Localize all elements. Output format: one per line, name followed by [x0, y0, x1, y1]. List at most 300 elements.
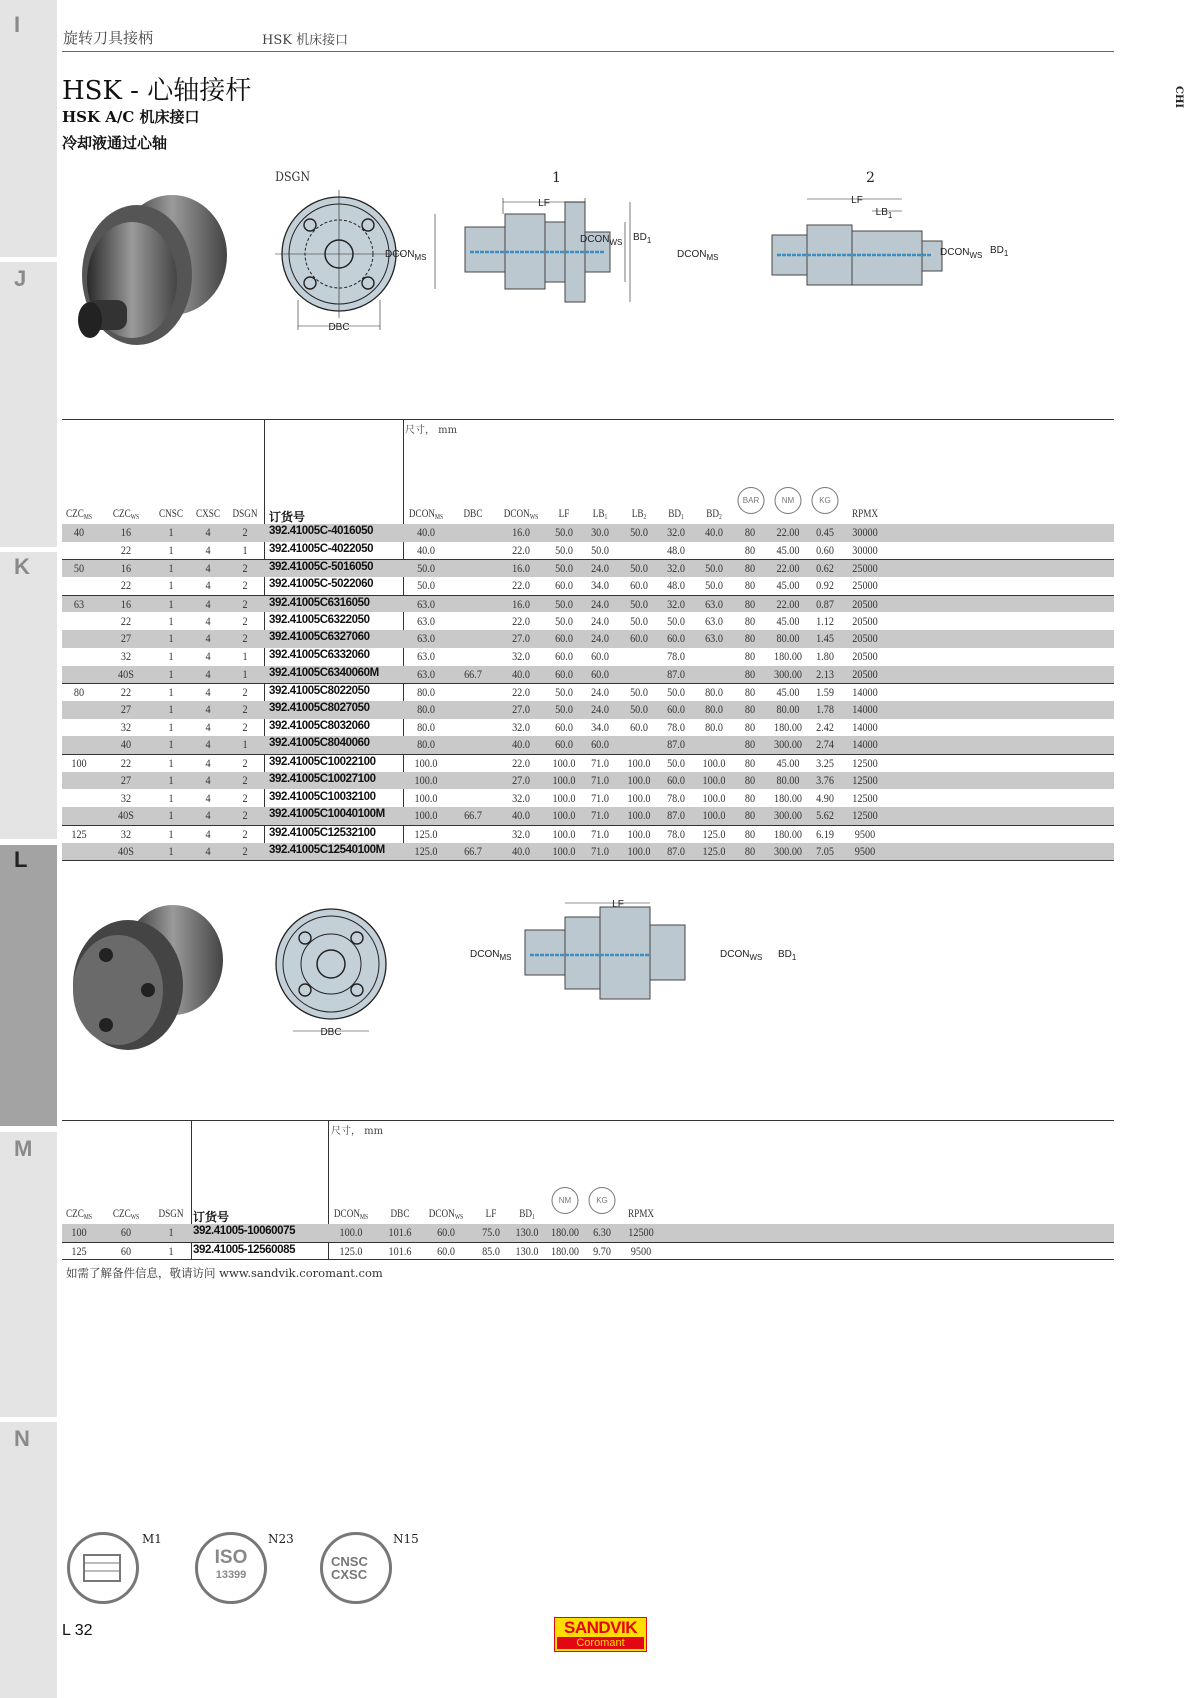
table-cell: 50.0 [630, 525, 648, 539]
table-cell: 4 [205, 666, 211, 681]
table-cell: 40.0 [512, 737, 530, 752]
table-cell: 48.0 [667, 542, 685, 557]
table-top-line [62, 419, 1114, 420]
table-cell: 1.45 [816, 631, 834, 646]
table-cell: 2 [242, 756, 248, 771]
table-cell: 4 [205, 790, 211, 805]
table-cell: 71.0 [591, 772, 609, 787]
table-cell: 3.76 [816, 772, 834, 787]
table-cell: 14000 [852, 737, 878, 752]
dcon-ws-label: $DCON_{WS}$ [720, 949, 763, 962]
lb1-label: $LB_1$ [875, 207, 893, 220]
order-number: 392.41005C8040060 [269, 737, 370, 750]
table-cell: 100.0 [627, 808, 651, 823]
table-cell: 32.0 [512, 826, 530, 841]
ref-code-m1: M1 [142, 1532, 162, 1546]
table-cell: 4 [205, 631, 211, 646]
table-cell: 125 [71, 826, 87, 841]
table-cell: 63.0 [417, 666, 435, 681]
table-cell: 2 [242, 702, 248, 716]
table-cell: 100.0 [627, 843, 651, 858]
table-cell: 12500 [852, 756, 878, 771]
side-tab-n[interactable] [0, 1422, 57, 1698]
table-cell: 50.0 [667, 613, 685, 628]
table-cell: 60.0 [630, 631, 648, 646]
bd1-label: $BD_1$ [778, 949, 797, 962]
table-cell: 50.0 [555, 702, 573, 716]
table-cell: 4 [205, 648, 211, 663]
dbc-label: DBC [328, 322, 350, 333]
table-cell: 100.0 [552, 756, 576, 771]
table-cell: 1 [168, 631, 174, 646]
dsgn-label: DSGN [275, 170, 311, 185]
column-header: $LB_1$ [592, 508, 608, 521]
column-header: RPMX [627, 1208, 655, 1220]
table-cell: 4 [205, 561, 211, 576]
table-cell: 40.0 [512, 666, 530, 681]
lf-label: LF [612, 899, 624, 910]
column-header: $CZC_{MS}$ [66, 508, 92, 521]
table-row [62, 719, 1114, 737]
table-cell: 0.60 [816, 542, 834, 557]
table-cell: 50.0 [555, 596, 573, 611]
breadcrumb-category: 旋转刀具接柄 [63, 29, 154, 47]
table-cell: 24.0 [591, 596, 609, 611]
order-number: 392.41005C12532100 [269, 826, 376, 839]
table-cell: 85.0 [482, 1243, 500, 1258]
table-cell: 34.0 [591, 578, 609, 593]
design-1-label: 1 [552, 170, 561, 186]
dbc-label: DBC [320, 1027, 342, 1038]
table-cell: 40 [73, 525, 85, 539]
bd1-label: $BD_1$ [990, 245, 1009, 258]
table-cell: 180.00 [773, 719, 803, 734]
table-cell: 50.0 [667, 756, 685, 771]
table-cell: 1 [168, 596, 174, 611]
table-cell: 71.0 [591, 808, 609, 823]
table-cell: 1.59 [816, 685, 834, 700]
table-cell: 2 [242, 808, 248, 823]
table-cell: 2 [242, 685, 248, 700]
order-number: 392.41005C10040100M [269, 808, 385, 821]
table-bottom-line [62, 1259, 1114, 1260]
table-cell: 40 [120, 737, 132, 752]
table-cell: 16 [120, 525, 132, 539]
table-cell: 63 [73, 596, 85, 611]
table-cell: 78.0 [667, 648, 685, 663]
tab-letter: N [14, 1426, 30, 1451]
table-cell: 130.0 [515, 1243, 539, 1258]
table-cell: 71.0 [591, 843, 609, 858]
table-cell: 78.0 [667, 790, 685, 805]
table-cell: 80 [744, 808, 756, 823]
column-header: CXSC [195, 508, 221, 520]
table-cell: 300.00 [773, 666, 803, 681]
table-cell: 80 [73, 685, 85, 700]
table-row [62, 595, 1114, 613]
table-cell: 0.45 [816, 525, 834, 539]
table-row [62, 701, 1114, 719]
table-cell: 100.0 [552, 826, 576, 841]
order-number: 392.41005C-5016050 [269, 561, 374, 574]
table-cell: 16.0 [512, 561, 530, 576]
table-cell: 16 [120, 561, 132, 576]
table-cell: 80 [744, 648, 756, 663]
table-cell: 60.0 [555, 666, 573, 681]
table-cell: 80 [744, 756, 756, 771]
table-cell: 4.90 [816, 790, 834, 805]
table-row [62, 648, 1114, 666]
column-header: $CZC_{MS}$ [66, 1208, 92, 1221]
tab-letter: M [14, 1136, 33, 1161]
table-cell: 1.78 [816, 702, 834, 716]
table-cell: 1 [242, 737, 248, 752]
table-cell: 60.0 [591, 666, 609, 681]
table-cell: 1 [168, 826, 174, 841]
table-cell: 27 [120, 702, 132, 716]
table-cell: 180.00 [550, 1225, 580, 1239]
table-cell: 25000 [852, 561, 878, 576]
table-cell: 60.0 [591, 737, 609, 752]
table-cell: 100.0 [414, 772, 438, 787]
side-tab-k[interactable] [0, 552, 57, 839]
table-cell: 71.0 [591, 756, 609, 771]
table-cell: 78.0 [667, 826, 685, 841]
table-cell: 40.0 [417, 525, 435, 539]
nm-icon: NM [552, 1187, 579, 1214]
iso-text: ISO [214, 1547, 248, 1568]
iso-number: 13399 [215, 1569, 247, 1581]
table-cell: 6.30 [593, 1225, 611, 1239]
bar-icon: BAR [738, 487, 765, 514]
table-cell: 63.0 [417, 648, 435, 663]
table-cell: 22 [120, 613, 132, 628]
ref-code-n15: N15 [393, 1532, 419, 1546]
table-cell: 80 [744, 542, 756, 557]
table-cell: 125.0 [702, 826, 726, 841]
table-cell: 87.0 [667, 737, 685, 752]
table-cell: 1 [168, 648, 174, 663]
column-header: DSGN [158, 1208, 184, 1220]
table-row [62, 613, 1114, 631]
table-cell: 1 [242, 666, 248, 681]
order-number: 392.41005C10032100 [269, 790, 376, 803]
table-cell: 1 [168, 542, 174, 557]
table-cell: 24.0 [591, 631, 609, 646]
table-cell: 22 [120, 542, 132, 557]
tab-letter: K [14, 554, 30, 579]
column-header: $BD_2$ [706, 508, 722, 521]
table-cell: 80.00 [776, 631, 800, 646]
table-cell: 80.00 [776, 702, 800, 716]
column-header: $DCON_{WS}$ [428, 1208, 464, 1221]
table-cell: 30.0 [591, 525, 609, 539]
side-tab-m[interactable] [0, 1132, 57, 1417]
column-header: $CZC_{WS}$ [112, 1208, 140, 1221]
table-cell: 100.0 [552, 808, 576, 823]
table-cell: 2 [242, 772, 248, 787]
cnsc-cxsc-icon[interactable] [320, 1532, 392, 1604]
spare-parts-note: 如需了解备件信息，敬请访问 www.sandvik.coromant.com [66, 1266, 383, 1280]
table-cell: 1.12 [816, 613, 834, 628]
dims-caption-2: 尺寸， mm [331, 1126, 384, 1137]
table-cell: 40.0 [417, 542, 435, 557]
lf-label: LF [851, 195, 863, 206]
order-number: 392.41005C8032060 [269, 719, 370, 732]
table-cell: 9500 [854, 826, 876, 841]
header-divider [62, 51, 1114, 52]
table-bottom-line [62, 860, 1114, 861]
table-cell: 60.0 [555, 719, 573, 734]
table-cell: 60.0 [555, 737, 573, 752]
table-cell: 32.0 [667, 596, 685, 611]
table-cell: 12500 [852, 772, 878, 787]
table-cell: 32 [120, 826, 132, 841]
table-cell: 4 [205, 772, 211, 787]
table-cell: 100.0 [702, 756, 726, 771]
table-cell: 1 [168, 666, 174, 681]
table-cell: 1 [242, 648, 248, 663]
table-cell: 12500 [852, 790, 878, 805]
table-cell: 22.00 [776, 561, 800, 576]
table-cell: 80.0 [705, 719, 723, 734]
dcon-ms-label: $DCON_{MS}$ [470, 949, 512, 962]
table-cell: 50.0 [555, 525, 573, 539]
table-cell: 50.0 [705, 561, 723, 576]
table-cell: 50.0 [555, 613, 573, 628]
table-cell: 20500 [852, 666, 878, 681]
column-header: DSGN [232, 508, 258, 520]
table-cell: 50.0 [630, 596, 648, 611]
table-cell: 60.0 [555, 648, 573, 663]
table-cell: 50.0 [667, 685, 685, 700]
table-cell: 14000 [852, 702, 878, 716]
table-cell: 50.0 [555, 685, 573, 700]
table-cell: 6.19 [816, 826, 834, 841]
table-cell: 20500 [852, 596, 878, 611]
table-cell: 50.0 [417, 578, 435, 593]
table-cell: 22 [120, 685, 132, 700]
table-row [62, 630, 1114, 648]
table-cell: 100 [71, 756, 87, 771]
table-cell: 16 [120, 596, 132, 611]
breadcrumb-section: HSK 机床接口 [262, 33, 349, 48]
flange-front-view-2 [273, 906, 403, 1056]
table-cell: 1 [168, 737, 174, 752]
column-header: RPMX [851, 508, 879, 520]
table-cell: 100.0 [627, 772, 651, 787]
table-cell: 63.0 [705, 631, 723, 646]
table-cell: 66.7 [464, 666, 482, 681]
table-cell: 20500 [852, 648, 878, 663]
table-cell: 27 [120, 631, 132, 646]
table-cell: 300.00 [773, 843, 803, 858]
table-cell: 32.0 [667, 561, 685, 576]
table-cell: 125.0 [414, 843, 438, 858]
table-cell: 45.00 [776, 578, 800, 593]
table-cell: 2 [242, 596, 248, 611]
table-cell: 63.0 [417, 596, 435, 611]
table-cell: 40S [118, 666, 134, 681]
table-cell: 32.0 [667, 525, 685, 539]
table-cell: 4 [205, 596, 211, 611]
table-cell: 80 [744, 596, 756, 611]
table-cell: 27 [120, 772, 132, 787]
table-cell: 32 [120, 719, 132, 734]
table-cell: 30000 [852, 542, 878, 557]
table-cell: 100.0 [627, 790, 651, 805]
order-number: 392.41005C-4016050 [269, 525, 374, 537]
table-cell: 100.0 [339, 1225, 363, 1239]
table-cell: 22 [120, 578, 132, 593]
tab-letter: L [14, 847, 28, 872]
table-cell: 4 [205, 843, 211, 858]
table-top-line [62, 1120, 1114, 1121]
table-cell: 5.62 [816, 808, 834, 823]
table-cell: 4 [205, 578, 211, 593]
side-tab-l[interactable] [0, 845, 57, 1126]
table-cell: 80 [744, 826, 756, 841]
column-header: $DCON_{MS}$ [408, 508, 444, 521]
order-number: 392.41005C-5022060 [269, 578, 374, 591]
side-tab-j[interactable] [0, 262, 57, 547]
table-cell: 100.0 [552, 790, 576, 805]
table-row [62, 807, 1114, 825]
table-cell: 50.0 [630, 685, 648, 700]
table-cell: 60.0 [555, 578, 573, 593]
table-cell: 30000 [852, 525, 878, 539]
table-cell: 180.00 [550, 1243, 580, 1258]
table-cell: 4 [205, 756, 211, 771]
table-cell: 9.70 [593, 1243, 611, 1258]
table-row [62, 542, 1114, 560]
table-cell: 60.0 [630, 578, 648, 593]
order-number: 392.41005C6340060M [269, 666, 379, 679]
dims-caption-1: 尺寸， mm [405, 425, 458, 436]
table-cell: 9500 [854, 843, 876, 858]
table-cell: 180.00 [773, 790, 803, 805]
column-header: $BD_1$ [519, 1208, 535, 1221]
table-row [62, 1242, 1114, 1260]
table-row [62, 683, 1114, 701]
table-cell: 22.00 [776, 525, 800, 539]
product-photo-1 [62, 180, 242, 360]
table-cell: 180.00 [773, 648, 803, 663]
kg-icon: KG [812, 487, 839, 514]
table-cell: 1 [168, 1243, 174, 1258]
column-header: $DCON_{MS}$ [333, 1208, 369, 1221]
table-cell: 4 [205, 685, 211, 700]
lf-label: LF [538, 198, 550, 209]
order-number: 392.41005C12540100M [269, 843, 385, 856]
table-cell: 2 [242, 719, 248, 734]
table-cell: 60.0 [667, 772, 685, 787]
column-header: DBC [463, 508, 483, 520]
table-cell: 14000 [852, 719, 878, 734]
table-cell: 80 [744, 666, 756, 681]
table-cell: 24.0 [591, 685, 609, 700]
table-cell: 40S [118, 808, 134, 823]
order-number: 392.41005-10060075 [193, 1225, 296, 1237]
table-cell: 40.0 [512, 843, 530, 858]
table-cell: 2 [242, 790, 248, 805]
table-cell: 1 [168, 719, 174, 734]
table-cell: 101.6 [388, 1243, 412, 1258]
table-cell: 60.0 [555, 631, 573, 646]
collet-icon[interactable] [67, 1532, 139, 1604]
table-cell: 50.0 [555, 542, 573, 557]
tab-letter: I [14, 12, 21, 37]
order-number: 392.41005-12560085 [193, 1243, 296, 1256]
table-cell: 71.0 [591, 826, 609, 841]
table-cell: 1 [168, 613, 174, 628]
table-cell: 24.0 [591, 613, 609, 628]
table-cell: 22 [120, 756, 132, 771]
column-header: LF [558, 508, 570, 520]
order-number: 392.41005C6327060 [269, 631, 370, 644]
table-cell: 45.00 [776, 756, 800, 771]
table-cell: 22.00 [776, 596, 800, 611]
table-cell: 101.6 [388, 1225, 412, 1239]
table-cell: 27.0 [512, 772, 530, 787]
table-cell: 2 [242, 826, 248, 841]
table-cell: 100.0 [414, 756, 438, 771]
side-view-design-1 [385, 192, 700, 307]
side-view-design-3 [465, 895, 805, 1015]
iso-13399-icon[interactable] [195, 1532, 267, 1604]
table-row [62, 772, 1114, 790]
order-number: 392.41005C10027100 [269, 772, 376, 785]
table-cell: 1 [168, 772, 174, 787]
column-header: 订货号 [269, 510, 306, 524]
table-cell: 80 [744, 772, 756, 787]
table-cell: 3.25 [816, 756, 834, 771]
table-cell: 4 [205, 702, 211, 716]
column-header: DBC [390, 1208, 410, 1220]
table-row [62, 754, 1114, 772]
table-cell: 1 [168, 525, 174, 539]
design-2-label: 2 [866, 170, 875, 186]
table-cell: 80 [744, 737, 756, 752]
table-cell: 2 [242, 613, 248, 628]
table-cell: 100.0 [702, 772, 726, 787]
table-cell: 100.0 [414, 808, 438, 823]
table-cell: 87.0 [667, 808, 685, 823]
side-tab-i[interactable] [0, 0, 57, 257]
table-cell: 16.0 [512, 525, 530, 539]
table-cell: 180.00 [773, 826, 803, 841]
order-number: 392.41005C6332060 [269, 648, 370, 661]
sandvik-logo: SANDVIK Coromant [554, 1617, 647, 1652]
column-header: $LB_2$ [631, 508, 647, 521]
table-cell: 300.00 [773, 808, 803, 823]
table-cell: 100.0 [552, 843, 576, 858]
table-cell: 50.0 [591, 542, 609, 557]
table-cell: 87.0 [667, 666, 685, 681]
table-cell: 60 [120, 1243, 132, 1258]
table-cell: 45.00 [776, 542, 800, 557]
table-cell: 4 [205, 613, 211, 628]
table-row [62, 790, 1114, 808]
table-cell: 1 [168, 790, 174, 805]
table-cell: 40.0 [705, 525, 723, 539]
table-cell: 100 [71, 1225, 87, 1239]
table-cell: 32.0 [512, 719, 530, 734]
column-header: $CZC_{WS}$ [112, 508, 140, 521]
order-number: 392.41005C6316050 [269, 596, 370, 609]
table-row [62, 577, 1114, 595]
table-cell: 32 [120, 648, 132, 663]
